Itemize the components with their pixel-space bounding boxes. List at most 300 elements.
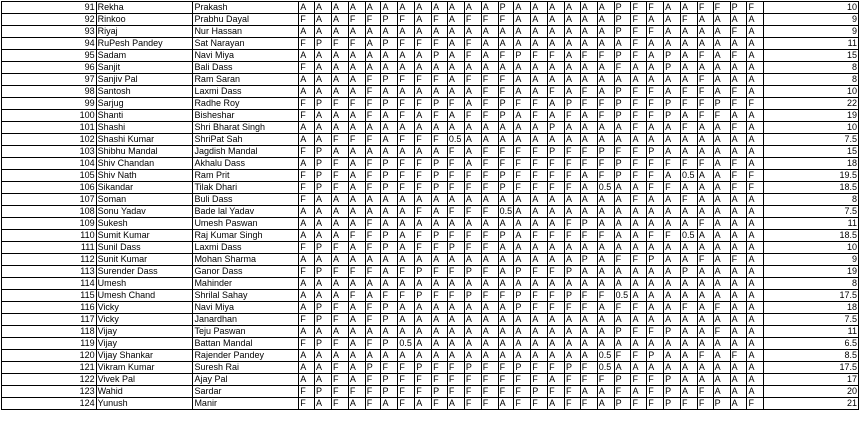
total-cell: 17 [764, 374, 859, 386]
attendance-cell: A [481, 314, 498, 326]
attendance-cell: A [614, 218, 631, 230]
attendance-cell: A [697, 266, 713, 278]
attendance-cell: F [432, 242, 448, 254]
attendance-cell: F [415, 206, 432, 218]
attendance-cell: A [681, 326, 698, 338]
attendance-cell: F [415, 182, 432, 194]
attendance-cell: A [348, 242, 365, 254]
attendance-cell: F [481, 230, 498, 242]
attendance-cell: F [647, 110, 664, 122]
attendance-cell: A [348, 254, 365, 266]
attendance-cell: A [365, 278, 381, 290]
attendance-cell: A [365, 290, 381, 302]
serial-number-cell: 93 [2, 26, 97, 38]
attendance-cell: P [365, 362, 381, 374]
table-row [2, 290, 859, 302]
attendance-cell: A [481, 302, 498, 314]
father-name-cell: Prakash [193, 2, 299, 14]
student-name-cell: Shiv Nath [96, 170, 193, 182]
attendance-cell: A [348, 218, 365, 230]
attendance-cell: A [464, 338, 481, 350]
attendance-cell: F [432, 290, 448, 302]
total-cell: 11 [764, 38, 859, 50]
attendance-cell: F [548, 362, 565, 374]
attendance-cell: F [614, 302, 631, 314]
attendance-cell: F [713, 2, 730, 14]
attendance-cell: F [331, 362, 348, 374]
attendance-cell: F [348, 98, 365, 110]
attendance-cell: A [747, 26, 764, 38]
attendance-cell: F [299, 62, 315, 74]
attendance-cell: A [481, 278, 498, 290]
attendance-cell: A [730, 386, 747, 398]
attendance-cell: P [548, 146, 565, 158]
attendance-cell: A [315, 350, 332, 362]
attendance-cell: A [713, 362, 730, 374]
table-row [2, 398, 859, 410]
attendance-cell: F [331, 374, 348, 386]
attendance-cell: A [664, 254, 681, 266]
table-row [2, 50, 859, 62]
attendance-cell: F [331, 158, 348, 170]
attendance-cell: A [464, 302, 481, 314]
attendance-cell: A [747, 350, 764, 362]
attendance-cell: F [398, 182, 415, 194]
attendance-cell: A [614, 266, 631, 278]
attendance-cell: A [481, 122, 498, 134]
attendance-cell: A [580, 278, 597, 290]
attendance-cell: A [597, 74, 614, 86]
attendance-cell: F [647, 170, 664, 182]
father-name-cell: Sat Narayan [193, 38, 299, 50]
attendance-cell: A [548, 254, 565, 266]
attendance-cell: A [631, 362, 647, 374]
attendance-cell: F [331, 242, 348, 254]
attendance-cell: A [580, 194, 597, 206]
attendance-cell: A [730, 74, 747, 86]
total-cell: 9 [764, 254, 859, 266]
attendance-table [1, 1, 859, 410]
attendance-cell: F [647, 98, 664, 110]
attendance-cell: A [664, 218, 681, 230]
attendance-cell: P [315, 146, 332, 158]
serial-number-cell: 122 [2, 374, 97, 386]
attendance-cell: A [580, 170, 597, 182]
attendance-cell: F [331, 386, 348, 398]
total-cell: 15 [764, 146, 859, 158]
attendance-cell: A [681, 278, 698, 290]
attendance-cell: F [398, 158, 415, 170]
attendance-cell: A [713, 74, 730, 86]
attendance-cell: F [464, 386, 481, 398]
attendance-cell: A [631, 278, 647, 290]
attendance-cell: A [315, 50, 332, 62]
attendance-cell: A [514, 194, 531, 206]
attendance-cell: A [747, 374, 764, 386]
serial-number-cell: 104 [2, 158, 97, 170]
attendance-cell: A [597, 194, 614, 206]
attendance-cell: P [432, 386, 448, 398]
attendance-cell: A [730, 362, 747, 374]
attendance-cell: A [631, 266, 647, 278]
attendance-cell: P [565, 98, 581, 110]
attendance-cell: 0.5 [597, 350, 614, 362]
attendance-cell: A [498, 350, 514, 362]
table-row [2, 110, 859, 122]
attendance-cell: A [365, 26, 381, 38]
attendance-cell: F [432, 134, 448, 146]
attendance-cell: A [664, 2, 681, 14]
attendance-cell: A [647, 38, 664, 50]
attendance-cell: P [315, 266, 332, 278]
student-name-cell: Sarjug [96, 98, 193, 110]
student-name-cell: Sanjit [96, 62, 193, 74]
attendance-cell: A [730, 398, 747, 410]
attendance-cell: A [348, 326, 365, 338]
attendance-cell: A [415, 122, 432, 134]
attendance-cell: F [565, 158, 581, 170]
attendance-cell: P [614, 158, 631, 170]
attendance-cell: A [697, 26, 713, 38]
attendance-cell: F [531, 362, 548, 374]
attendance-cell: F [498, 362, 514, 374]
attendance-cell: F [432, 362, 448, 374]
attendance-cell: A [331, 26, 348, 38]
attendance-cell: A [631, 134, 647, 146]
attendance-cell: F [498, 74, 514, 86]
attendance-cell: A [597, 218, 614, 230]
attendance-cell: A [514, 26, 531, 38]
attendance-cell: A [614, 278, 631, 290]
attendance-cell: A [464, 26, 481, 38]
student-name-cell: Surender Dass [96, 266, 193, 278]
attendance-cell: A [498, 302, 514, 314]
attendance-cell: A [565, 122, 581, 134]
attendance-cell: A [580, 182, 597, 194]
attendance-cell: A [498, 338, 514, 350]
total-cell: 20 [764, 386, 859, 398]
attendance-cell: A [631, 206, 647, 218]
attendance-cell: A [447, 194, 464, 206]
attendance-cell: F [548, 290, 565, 302]
table-row [2, 218, 859, 230]
attendance-cell: A [381, 266, 398, 278]
attendance-cell: A [498, 62, 514, 74]
attendance-cell: A [514, 314, 531, 326]
attendance-cell: F [447, 230, 464, 242]
attendance-cell: A [730, 290, 747, 302]
attendance-cell: A [348, 374, 365, 386]
attendance-cell: F [398, 14, 415, 26]
table-row [2, 374, 859, 386]
attendance-cell: A [597, 38, 614, 50]
attendance-cell: A [331, 2, 348, 14]
attendance-cell: A [299, 122, 315, 134]
attendance-cell: F [299, 194, 315, 206]
attendance-cell: A [381, 146, 398, 158]
attendance-cell: F [531, 50, 548, 62]
attendance-cell: A [565, 314, 581, 326]
attendance-cell: F [514, 374, 531, 386]
attendance-cell: A [331, 74, 348, 86]
attendance-cell: F [481, 74, 498, 86]
attendance-cell: A [432, 350, 448, 362]
attendance-cell: A [713, 86, 730, 98]
attendance-cell: A [447, 74, 464, 86]
attendance-cell: F [681, 302, 698, 314]
attendance-cell: A [447, 50, 464, 62]
student-name-cell: Sanjiv Pal [96, 74, 193, 86]
attendance-cell: F [730, 122, 747, 134]
serial-number-cell: 106 [2, 182, 97, 194]
attendance-cell: A [548, 2, 565, 14]
attendance-cell: F [481, 362, 498, 374]
attendance-cell: A [299, 362, 315, 374]
attendance-cell: A [415, 398, 432, 410]
attendance-cell: F [398, 98, 415, 110]
attendance-cell: F [447, 386, 464, 398]
attendance-cell: A [664, 194, 681, 206]
attendance-cell: A [747, 206, 764, 218]
attendance-cell: A [597, 254, 614, 266]
attendance-cell: A [447, 38, 464, 50]
attendance-cell: A [747, 326, 764, 338]
serial-number-cell: 107 [2, 194, 97, 206]
attendance-cell: A [348, 86, 365, 98]
attendance-cell: A [697, 38, 713, 50]
attendance-cell: A [580, 110, 597, 122]
table-row [2, 194, 859, 206]
total-cell: 9 [764, 14, 859, 26]
attendance-cell: F [631, 50, 647, 62]
attendance-cell: A [299, 74, 315, 86]
attendance-cell: F [464, 230, 481, 242]
attendance-cell: P [315, 314, 332, 326]
attendance-cell: F [681, 98, 698, 110]
attendance-cell: A [365, 62, 381, 74]
attendance-cell: A [415, 2, 432, 14]
attendance-cell: A [398, 86, 415, 98]
attendance-cell: A [614, 242, 631, 254]
attendance-cell: A [713, 62, 730, 74]
attendance-cell: A [580, 242, 597, 254]
attendance-cell: A [747, 278, 764, 290]
table-row [2, 26, 859, 38]
attendance-cell: A [681, 362, 698, 374]
serial-number-cell: 102 [2, 134, 97, 146]
attendance-cell: A [398, 194, 415, 206]
attendance-cell: A [299, 2, 315, 14]
attendance-cell: F [681, 122, 698, 134]
student-name-cell: Sunit Kumar [96, 254, 193, 266]
attendance-cell: A [565, 14, 581, 26]
attendance-cell: A [531, 26, 548, 38]
student-name-cell: Rinkoo [96, 14, 193, 26]
attendance-cell: A [664, 38, 681, 50]
attendance-cell: F [647, 230, 664, 242]
attendance-cell: F [631, 14, 647, 26]
attendance-cell: A [713, 254, 730, 266]
attendance-cell: F [565, 182, 581, 194]
attendance-cell: A [348, 338, 365, 350]
attendance-cell: A [713, 230, 730, 242]
attendance-cell: A [381, 254, 398, 266]
attendance-cell: A [614, 74, 631, 86]
serial-number-cell: 91 [2, 2, 97, 14]
attendance-cell: F [597, 170, 614, 182]
attendance-cell: A [730, 266, 747, 278]
student-name-cell: Sumit Kumar [96, 230, 193, 242]
attendance-cell: A [498, 38, 514, 50]
attendance-cell: A [432, 26, 448, 38]
attendance-cell: A [415, 86, 432, 98]
attendance-cell: A [415, 254, 432, 266]
attendance-cell: P [664, 374, 681, 386]
serial-number-cell: 108 [2, 206, 97, 218]
attendance-cell: A [481, 134, 498, 146]
attendance-cell: A [548, 110, 565, 122]
attendance-cell: A [531, 86, 548, 98]
attendance-cell: A [548, 134, 565, 146]
attendance-cell: P [614, 374, 631, 386]
attendance-cell: A [398, 50, 415, 62]
attendance-cell: F [299, 314, 315, 326]
attendance-cell: A [498, 254, 514, 266]
attendance-cell: A [597, 302, 614, 314]
attendance-cell: A [565, 338, 581, 350]
attendance-cell: A [747, 386, 764, 398]
attendance-cell: F [631, 86, 647, 98]
attendance-cell: A [514, 242, 531, 254]
attendance-cell: A [381, 2, 398, 14]
attendance-cell: A [514, 278, 531, 290]
attendance-cell: A [299, 50, 315, 62]
attendance-cell: A [548, 38, 565, 50]
attendance-cell: F [580, 374, 597, 386]
father-name-cell: Bisheshar [193, 110, 299, 122]
table-row [2, 182, 859, 194]
attendance-cell: F [481, 386, 498, 398]
attendance-cell: F [531, 158, 548, 170]
attendance-cell: A [315, 230, 332, 242]
attendance-cell: A [447, 14, 464, 26]
attendance-cell: F [614, 350, 631, 362]
attendance-cell: F [398, 374, 415, 386]
attendance-cell: A [531, 194, 548, 206]
attendance-cell: A [415, 278, 432, 290]
attendance-cell: A [381, 50, 398, 62]
attendance-cell: A [730, 326, 747, 338]
attendance-cell: A [315, 218, 332, 230]
attendance-cell: P [415, 290, 432, 302]
attendance-cell: A [614, 134, 631, 146]
attendance-cell: F [631, 326, 647, 338]
attendance-cell: 0.5 [398, 338, 415, 350]
student-name-cell: Shiv Chandan [96, 158, 193, 170]
attendance-cell: F [498, 374, 514, 386]
attendance-cell: F [597, 158, 614, 170]
attendance-cell: A [631, 62, 647, 74]
attendance-cell: A [348, 278, 365, 290]
attendance-cell: F [365, 338, 381, 350]
attendance-cell: P [565, 290, 581, 302]
attendance-cell: A [747, 158, 764, 170]
attendance-cell: F [398, 38, 415, 50]
attendance-cell: P [647, 254, 664, 266]
attendance-cell: A [514, 2, 531, 14]
attendance-cell: A [432, 278, 448, 290]
attendance-cell: P [381, 338, 398, 350]
table-row [2, 62, 859, 74]
attendance-cell: F [481, 182, 498, 194]
attendance-cell: A [697, 326, 713, 338]
attendance-cell: F [498, 50, 514, 62]
table-row [2, 254, 859, 266]
attendance-cell: A [548, 314, 565, 326]
attendance-cell: F [747, 170, 764, 182]
attendance-cell: P [597, 146, 614, 158]
attendance-cell: A [747, 14, 764, 26]
attendance-cell: A [713, 134, 730, 146]
attendance-cell: A [514, 206, 531, 218]
attendance-cell: F [580, 86, 597, 98]
attendance-cell: A [299, 350, 315, 362]
attendance-cell: A [597, 122, 614, 134]
attendance-cell: F [498, 146, 514, 158]
table-row [2, 302, 859, 314]
attendance-cell: A [697, 182, 713, 194]
attendance-cell: P [514, 50, 531, 62]
attendance-cell: A [647, 242, 664, 254]
attendance-cell: F [565, 386, 581, 398]
attendance-cell: P [614, 170, 631, 182]
attendance-cell: F [514, 98, 531, 110]
attendance-cell: F [580, 98, 597, 110]
attendance-cell: A [631, 386, 647, 398]
attendance-cell: P [614, 2, 631, 14]
attendance-cell: F [299, 266, 315, 278]
father-name-cell: Ram Prit [193, 170, 299, 182]
attendance-cell: A [464, 62, 481, 74]
attendance-cell: A [631, 338, 647, 350]
attendance-cell: F [548, 158, 565, 170]
attendance-cell: F [331, 302, 348, 314]
total-cell: 10 [764, 86, 859, 98]
attendance-cell: A [348, 194, 365, 206]
attendance-cell: A [365, 50, 381, 62]
attendance-cell: A [548, 326, 565, 338]
attendance-cell: A [713, 206, 730, 218]
attendance-cell: F [514, 386, 531, 398]
attendance-cell: A [299, 26, 315, 38]
attendance-cell: A [531, 338, 548, 350]
attendance-cell: A [713, 182, 730, 194]
total-cell: 18.5 [764, 182, 859, 194]
serial-number-cell: 114 [2, 278, 97, 290]
attendance-cell: A [664, 14, 681, 26]
attendance-cell: P [614, 26, 631, 38]
attendance-cell: A [481, 326, 498, 338]
attendance-cell: F [514, 398, 531, 410]
attendance-cell: F [631, 2, 647, 14]
attendance-cell: F [498, 86, 514, 98]
attendance-cell: F [331, 134, 348, 146]
attendance-cell: A [331, 350, 348, 362]
attendance-cell: F [365, 266, 381, 278]
attendance-cell: F [697, 158, 713, 170]
father-name-cell: Ajay Pal [193, 374, 299, 386]
attendance-cell: A [481, 50, 498, 62]
